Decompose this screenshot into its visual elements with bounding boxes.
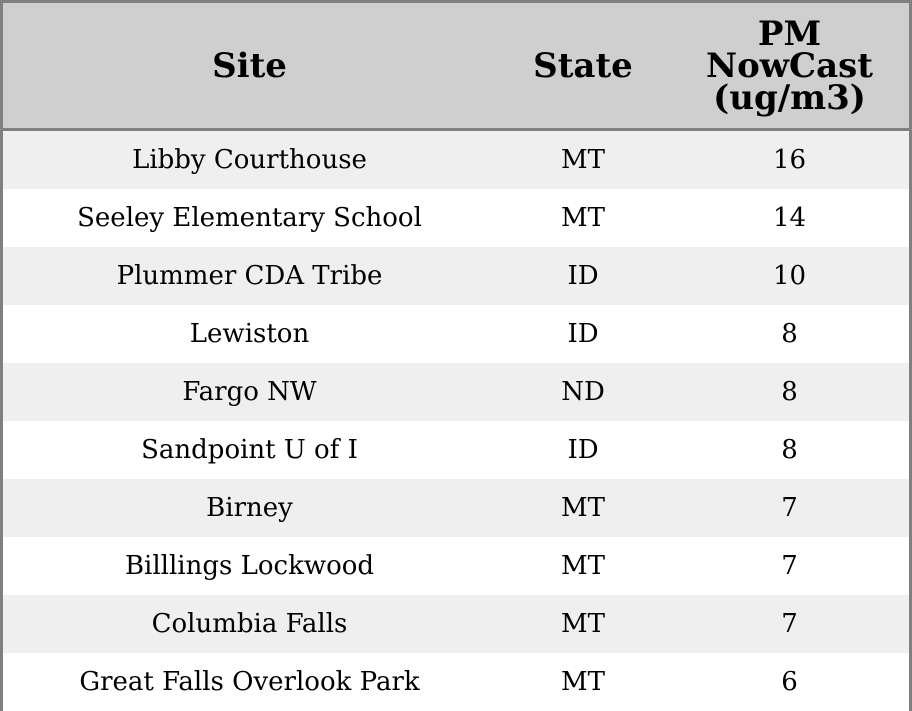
cell-site: Fargo NW bbox=[182, 377, 317, 407]
cell-state: MT bbox=[561, 667, 605, 697]
table-row bbox=[3, 131, 909, 189]
cell-pm: 14 bbox=[772, 203, 807, 233]
cell-state: ND bbox=[561, 377, 605, 407]
cell-pm: 7 bbox=[781, 493, 798, 523]
cell-site: Seeley Elementary School bbox=[77, 203, 422, 233]
cell-state: MT bbox=[561, 493, 605, 523]
cell-pm: 7 bbox=[781, 609, 798, 639]
cell-site: Columbia Falls bbox=[151, 609, 348, 639]
cell-pm: 6 bbox=[781, 667, 798, 697]
cell-pm: 8 bbox=[781, 435, 798, 465]
cell-site: Plummer CDA Tribe bbox=[116, 261, 383, 291]
cell-pm: 16 bbox=[772, 145, 807, 175]
cell-site: Birney bbox=[206, 493, 293, 523]
cell-state: MT bbox=[561, 609, 605, 639]
table-row bbox=[3, 479, 909, 537]
cell-site: Sandpoint U of I bbox=[141, 435, 358, 465]
cell-pm: 8 bbox=[781, 319, 798, 349]
cell-state: ID bbox=[567, 435, 599, 465]
table-row bbox=[3, 595, 909, 653]
table-row bbox=[3, 363, 909, 421]
table-row bbox=[3, 189, 909, 247]
table-row bbox=[3, 537, 909, 595]
cell-state: MT bbox=[561, 145, 605, 175]
cell-pm: 10 bbox=[772, 261, 807, 291]
cell-pm: 7 bbox=[781, 551, 798, 581]
table-row bbox=[3, 421, 909, 479]
cell-state: ID bbox=[567, 261, 599, 291]
table-header-row bbox=[3, 3, 909, 131]
cell-state: MT bbox=[561, 203, 605, 233]
table-row bbox=[3, 305, 909, 363]
cell-site: Libby Courthouse bbox=[132, 145, 367, 175]
cell-site: Great Falls Overlook Park bbox=[79, 667, 420, 697]
header-site: Site bbox=[212, 45, 287, 86]
cell-site: Lewiston bbox=[189, 319, 310, 349]
header-state: State bbox=[533, 45, 633, 86]
cell-site: Billlings Lockwood bbox=[124, 551, 375, 581]
header-pm-nowcast: PM NowCast (ug/m3) bbox=[706, 13, 873, 118]
cell-state: MT bbox=[561, 551, 605, 581]
table-row bbox=[3, 247, 909, 305]
table-body bbox=[3, 131, 909, 711]
cell-pm: 8 bbox=[781, 377, 798, 407]
table-row bbox=[3, 653, 909, 711]
cell-state: ID bbox=[567, 319, 599, 349]
